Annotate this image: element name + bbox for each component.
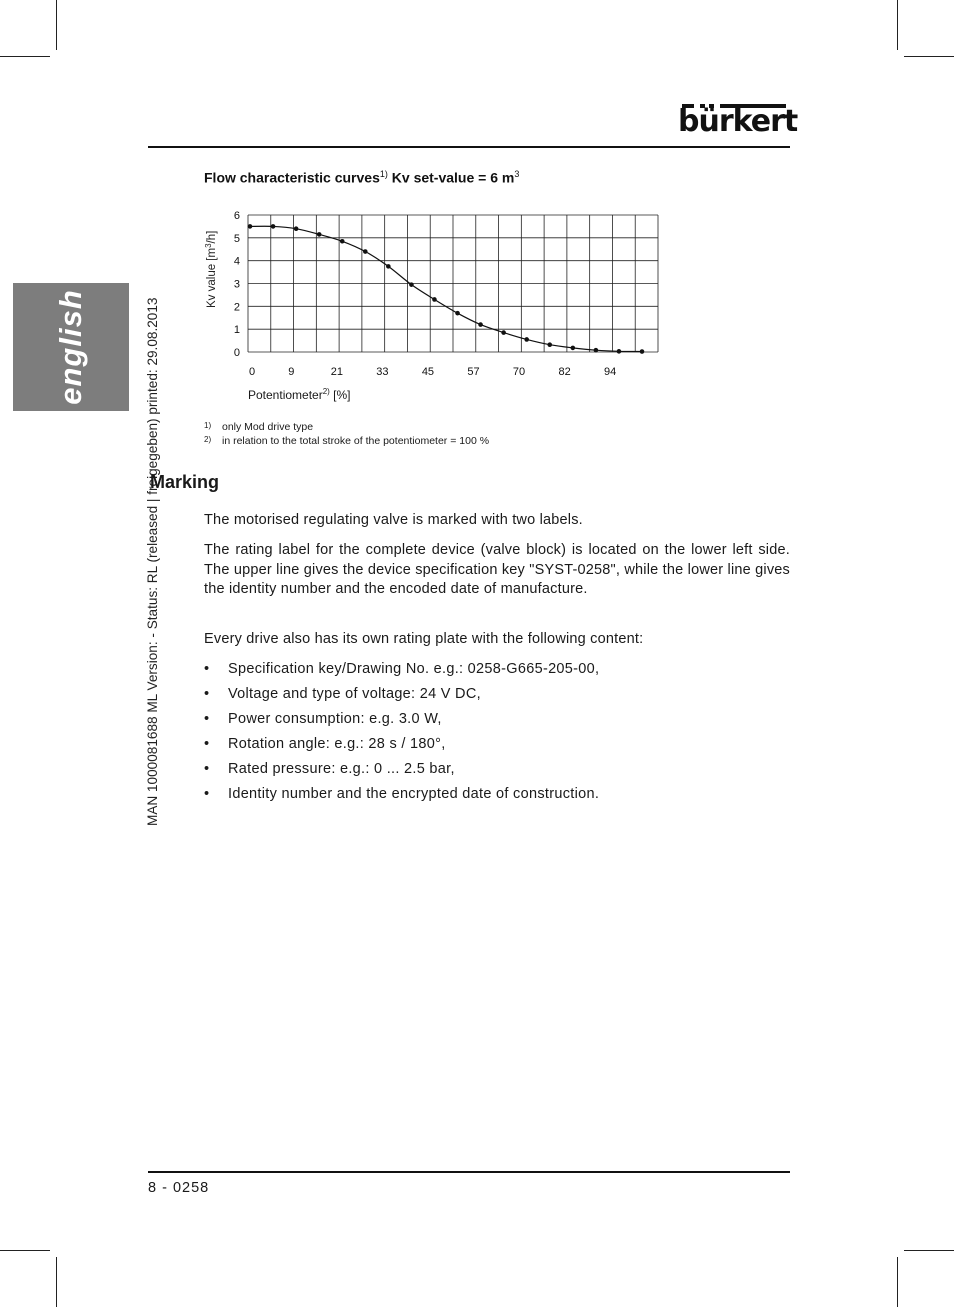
paragraph-rating-label: The rating label for the complete device (valve block) is located on the lower left side. The upper line gives the device specification key "SYST-0258", while the lower line gives the identity number and the encoded date of manufacture. — [204, 542, 790, 597]
crop-mark — [904, 56, 954, 57]
list-item: • Identity number and the encrypted date of construction. — [204, 786, 600, 802]
data-point — [478, 322, 483, 327]
data-point — [571, 346, 576, 351]
data-point — [386, 264, 391, 269]
page-number: 8 - 0258 — [148, 1180, 210, 1196]
bullet-icon: • — [204, 786, 210, 802]
y-tick-label: 4 — [233, 255, 240, 268]
crop-mark — [56, 1257, 57, 1307]
x-tick-label: 9 — [288, 366, 295, 378]
crop-mark — [897, 1257, 898, 1307]
y-tick-label: 5 — [233, 232, 240, 245]
paragraph-rating-plate: Every drive also has its own rating plate with the following content: — [204, 631, 644, 647]
data-point — [294, 226, 299, 231]
data-point — [640, 349, 645, 354]
language-tab — [13, 283, 129, 411]
kv-curve — [250, 226, 642, 351]
data-point — [271, 224, 276, 229]
chart-title: Flow characteristic curves$^{1)}$ Kv set-value = 6 $m^3$ — [204, 169, 520, 186]
crop-mark — [56, 0, 57, 50]
language-tab-label: english — [53, 289, 88, 405]
y-tick-label: 0 — [233, 347, 240, 359]
bullet-icon: • — [204, 686, 210, 702]
y-axis-label: Kv value $[m^3/h]$ — [204, 230, 218, 308]
list-item: • Power consumption: e.g. 3.0 W, — [204, 711, 442, 727]
list-item: • Rated pressure: e.g.: 0 ... 2.5 bar, — [204, 761, 455, 777]
data-point — [432, 297, 437, 302]
logo-text: bürkert — [678, 104, 798, 139]
data-point — [363, 249, 368, 254]
data-point — [501, 330, 506, 335]
y-tick-label: 6 — [233, 210, 240, 222]
rating-plate-list — [204, 660, 599, 810]
list-item: • Voltage and type of voltage: 24 V DC, — [204, 686, 481, 702]
y-tick-label: 2 — [233, 301, 240, 314]
crop-mark — [904, 1250, 954, 1251]
paragraph-intro: The motorised regulating valve is marked with two labels. — [204, 512, 583, 528]
crop-mark — [897, 0, 898, 50]
bullet-icon: • — [204, 761, 210, 777]
data-point — [547, 342, 552, 347]
x-tick-label: 45 — [421, 366, 435, 378]
list-item: • Specification key/Drawing No. e.g.: 0258-G665-205-00, — [204, 661, 600, 677]
x-tick-label: 33 — [376, 366, 389, 378]
x-tick-label: 94 — [604, 366, 617, 378]
list-item: • Rotation angle: e.g.: 28 s / 180°, — [204, 736, 446, 752]
x-tick-label: 0 — [248, 366, 256, 378]
crop-mark — [0, 1250, 50, 1251]
x-tick-label: 70 — [512, 366, 526, 378]
footnote-2: 2) in relation to the total stroke of the potentiometer = 100 % — [204, 435, 490, 447]
data-point — [594, 348, 599, 353]
brand-logo — [678, 96, 798, 144]
y-tick-label: 3 — [233, 278, 240, 291]
data-point — [248, 224, 253, 229]
x-tick-label: 21 — [330, 366, 343, 378]
y-tick-label: 1 — [233, 324, 240, 337]
data-point — [409, 282, 414, 287]
x-tick-label: 82 — [558, 366, 571, 378]
data-point — [455, 311, 460, 316]
data-point — [340, 239, 345, 244]
data-point — [317, 232, 322, 237]
bullet-icon: • — [204, 661, 210, 677]
footnote-1: 1) only Mod drive type — [204, 421, 314, 433]
flow-characteristic-chart — [200, 205, 670, 385]
header-rule — [148, 146, 790, 148]
crop-mark — [0, 56, 50, 57]
section-title: Marking — [150, 472, 220, 492]
data-point — [617, 349, 622, 354]
x-tick-label: 57 — [467, 366, 480, 378]
x-axis-label: Potentiometer$^{2)}$ [%] — [248, 387, 351, 402]
bullet-icon: • — [204, 711, 210, 727]
document-status-text: MAN 1000081688 ML Version: - Status: RL (released | freigegeben) printed: 29.08.2013 — [145, 297, 160, 826]
footer-rule — [148, 1171, 790, 1173]
data-point — [524, 337, 529, 342]
bullet-icon: • — [204, 736, 210, 752]
